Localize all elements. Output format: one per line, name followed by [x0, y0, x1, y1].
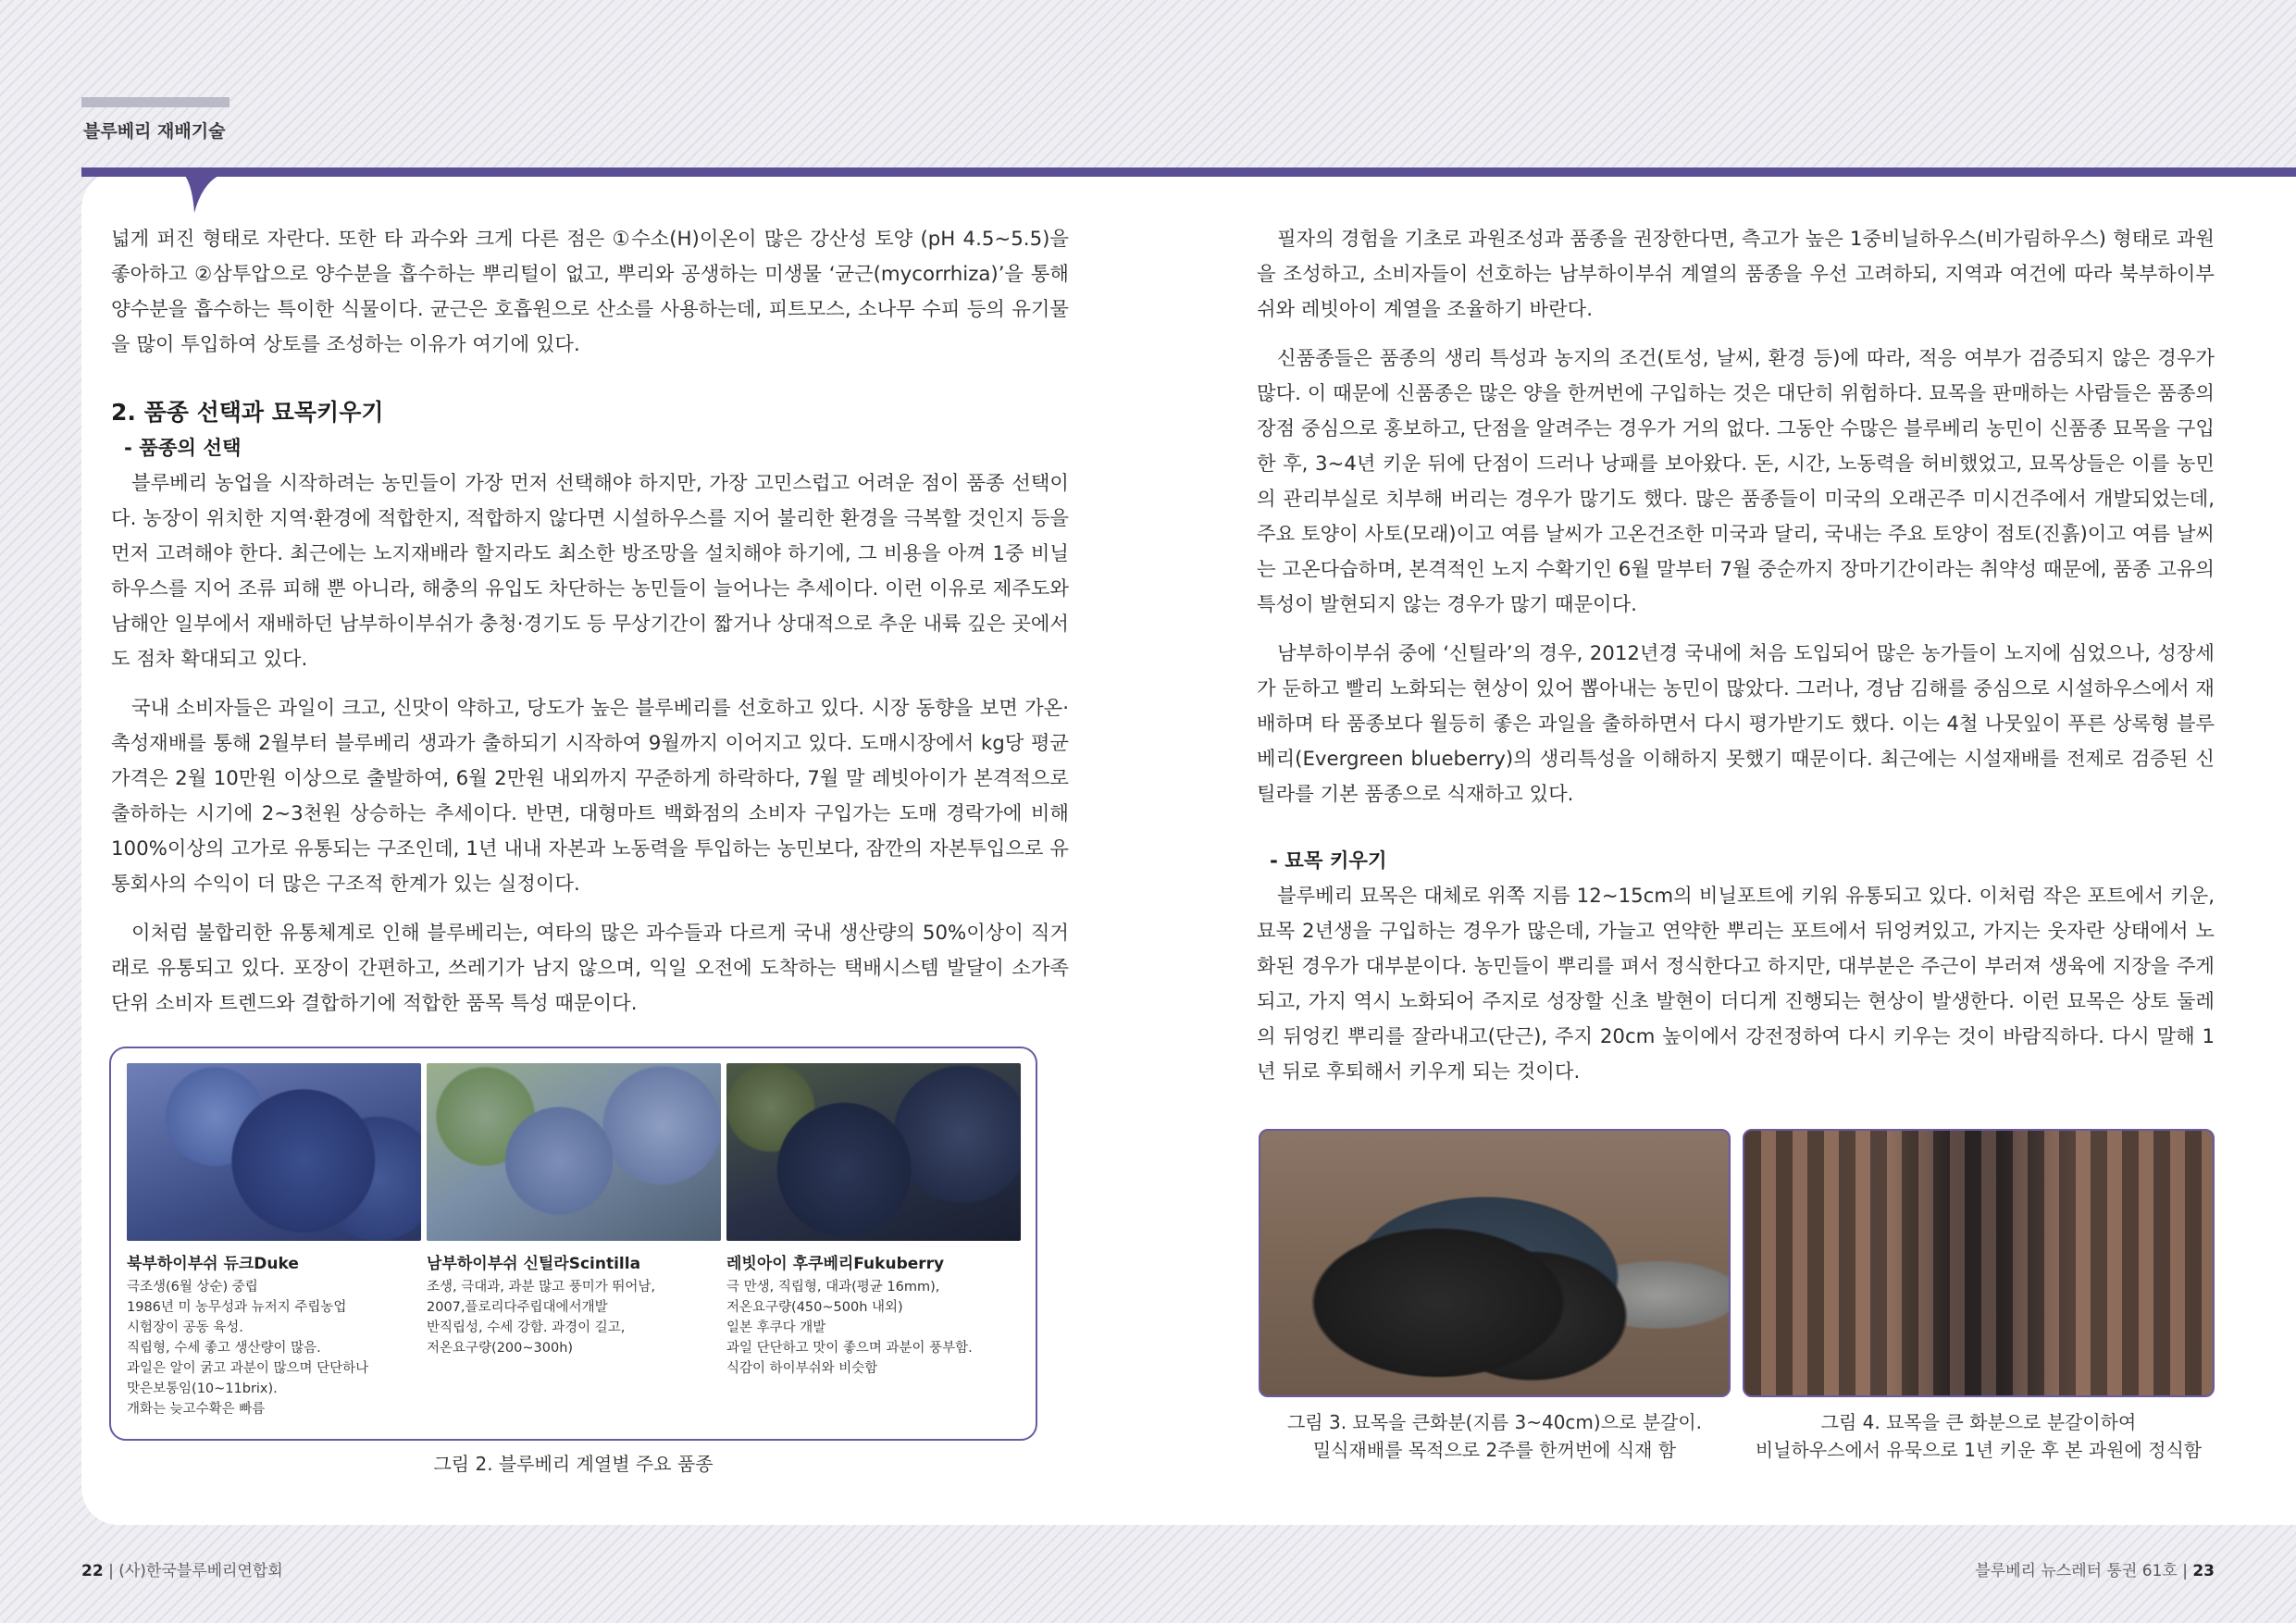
variety-fukuberry	[726, 1063, 1021, 1379]
body-paragraph: 신품종들은 품종의 생리 특성과 농지의 조건(토성, 날씨, 환경 등)에 따라, 적응 여부가 검증되지 않은 경우가 많다. 이 때문에 신품종은 많은 양을 한꺼번에 구입하는 것은 대단히 위험하다. 묘목을 판매하는 사람들은 품종의 장점 중심으로 홍보하고, 단점을 알려주는 경우가 거의 없다. 그동안 수많은 블루베리 농민이 신품종 묘목을 구입한 후, 3~4년 키운 뒤에 단점이 드러나 낭패를 보아왔다. 돈, 시간, 노동력을 허비했었고, 묘목상들은 이를 농민의 관리부실로 치부해 버리는 경우가 많기도 했다. 많은 품종들이 미국의 오래곤주 미시건주에서 개발되었는데, 주요 토양이 사토(모래)이고 여름 날씨가 고온건조한 미국과 달리, 국내는 주요 토양이 점토(진흙)이고 여름 날씨는 고온다습하며, 본격적인 노지 수확기인 6월 말부터 7월 중순까지 장마기간이라는 취약성 때문에, 품종 고유의 특성이 발현되지 않는 경우가 많기 때문이다.	[1257, 347, 2215, 616]
publication-name: 블루베리 뉴스레터 통권 61호	[1975, 1562, 2178, 1580]
seedling-pot-photo	[1259, 1129, 1731, 1397]
body-paragraph: 남부하이부쉬 중에 ‘신틸라’의 경우, 2012년경 국내에 처음 도입되어 많은 농가들이 노지에 심었으나, 성장세가 둔하고 빨리 노화되는 현상이 있어 뽑아내는 농민이 많았다. 그러나, 경남 김해를 중심으로 시설하우스에서 재배하며 타 품종보다 월등히 좋은 과일을 출하하면서 다시 평가받기도 했다. 이는 4철 나뭇잎이 푸른 상록형 블루베리(Evergreen blueberry)의 생리특성을 이해하지 못했기 때문이다. 최근에는 시설재배를 전제로 검증된 신틸라를 기본 품종으로 식재하고 있다.	[1257, 642, 2215, 806]
variety-duke	[127, 1063, 421, 1419]
variety-name: 남부하이부쉬 신틸라Scintilla	[427, 1255, 641, 1273]
left-column	[111, 222, 1069, 1022]
footer-separator: |	[108, 1562, 114, 1580]
header-accent-bar	[81, 97, 230, 107]
right-column	[1257, 222, 2215, 1090]
scintilla-blueberry-photo	[427, 1063, 721, 1241]
figure-2-caption: 그림 2. 블루베리 계열별 주요 품종	[433, 1453, 714, 1475]
body-paragraph: 이처럼 불합리한 유통체계로 인해 블루베리는, 여타의 많은 과수들과 다르게 국내 생산량의 50%이상이 직거래로 유통되고 있다. 포장이 간편하고, 쓰레기가 남지 않으며, 익일 오전에 도착하는 택배시스템 발달이 소가족 단위 소비자 트렌드와 결합하기에 적합한 품목 특성 때문이다.	[111, 922, 1069, 1015]
variety-description: 극 만생, 직립형, 대과(평균 16mm), 저온요구량(450~500h 내외) 일본 후쿠다 개발 과일 단단하고 맛이 좋으며 과분이 풍부함. 식감이 하이부쉬와 비슷함	[726, 1280, 973, 1376]
footer-right	[1975, 1557, 2215, 1580]
duke-blueberry-photo	[127, 1063, 421, 1241]
header-notch-shape	[185, 176, 218, 213]
body-paragraph: 블루베리 묘목은 대체로 위쪽 지름 12~15cm의 비닐포트에 키워 유통되고 있다. 이처럼 작은 포트에서 키운, 묘목 2년생을 구입하는 경우가 많은데, 가늘고 연약한 뿌리는 포트에서 뒤엉켜있고, 가지는 웃자란 상태에서 노화된 경우가 대부분이다. 농민들이 뿌리를 펴서 정식한다고 하지만, 대부분은 주근이 부러져 생육에 지장을 주게 되고, 가지 역시 노화되어 주지로 성장할 신초 발현이 더디게 진행되는 현상이 발생한다. 이런 묘목은 상토 둘레의 뒤엉킨 뿌리를 잘라내고(단근), 주지 20cm 높이에서 강전정하여 다시 키우는 것이 바람직하다. 다시 말해 1년 뒤로 후퇴해서 키우게 되는 것이다.	[1257, 885, 2215, 1084]
figure-2-box	[109, 1047, 1037, 1441]
fukuberry-blueberry-photo	[726, 1063, 1021, 1241]
page-number-right: 23	[2192, 1562, 2215, 1580]
body-paragraph: 국내 소비자들은 과일이 크고, 신맛이 약하고, 당도가 높은 블루베리를 선호하고 있다. 시장 동향을 보면 가온·촉성재배를 통해 2월부터 블루베리 생과가 출하되기 시작하여 9월까지 이어지고 있다. 도매시장에서 kg당 평균가격은 2월 10만원 이상으로 출발하여, 6월 2만원 내외까지 꾸준하게 하락하다, 7월 말 레빗아이가 본격적으로 출하하는 시기에 2~3천원 상승하는 추세이다. 반면, 대형마트 백화점의 소비자 구입가는 도매 경락가에 비해 100%이상의 고가로 유통되는 구조인데, 1년 내내 자본과 노동력을 투입하는 농민보다, 잠깐의 자본투입으로 유통회사의 수익이 더 많은 구조적 한계가 있는 실정이다.	[111, 697, 1069, 896]
variety-name: 북부하이부쉬 듀크Duke	[127, 1255, 299, 1273]
footer-left	[81, 1557, 283, 1580]
greenhouse-pots-photo	[1743, 1129, 2215, 1397]
variety-description: 조생, 극대과, 과분 많고 풍미가 뛰어남, 2007,플로리다주립대에서개발 반직립성, 수세 강함. 과경이 길고, 저온요구량(200~300h)	[427, 1280, 655, 1356]
header-band	[81, 167, 2296, 177]
publisher-name: (사)한국블루베리연합회	[118, 1562, 283, 1580]
variety-description: 극조생(6월 상순) 중립 1986년 미 농무성과 뉴저지 주립농업 시험장이 공동 육성. 직립형, 수세 좋고 생산량이 많음. 과일은 알이 굵고 과분이 많으며 단단하나 맛은보통임(10~11brix). 개화는 늦고수확은 빠름	[127, 1280, 369, 1417]
sub-heading: - 품종의 선택	[124, 437, 242, 460]
section-heading: 2. 품종 선택과 묘목키우기	[111, 399, 384, 426]
footer-separator: |	[2182, 1562, 2188, 1580]
body-paragraph: 블루베리 농업을 시작하려는 농민들이 가장 먼저 선택해야 하지만, 가장 고민스럽고 어려운 점이 품종 선택이다. 농장이 위치한 지역·환경에 적합한지, 적합하지 않다면 시설하우스를 지어 불리한 환경을 극복할 것인지 등을 먼저 고려해야 한다. 최근에는 노지재배라 할지라도 최소한 방조망을 설치해야 하기에, 그 비용을 아껴 1중 비닐하우스를 지어 조류 피해 뿐 아니라, 해충의 유입도 차단하는 농민들이 늘어나는 추세이다. 이런 이유로 제주도와 남해안 일부에서 재배하던 남부하이부쉬가 충청·경기도 등 무상기간이 짧거나 상대적으로 추운 내륙 깊은 곳에서도 점차 확대되고 있다.	[111, 472, 1069, 671]
body-paragraph: 넓게 퍼진 형태로 자란다. 또한 타 과수와 크게 다른 점은 ①수소(H)이온이 많은 강산성 토양 (pH 4.5~5.5)을 좋아하고 ②삼투압으로 양수분을 흡수하는 뿌리털이 없고, 뿌리와 공생하는 미생물 ‘균근(mycorrhiza)’을 통해 양수분을 흡수하는 특이한 식물이다. 균근은 호흡원으로 산소를 사용하는데, 피트모스, 소나무 수피 등의 유기물을 많이 투입하여 상토를 조성하는 이유가 여기에 있다.	[111, 228, 1069, 356]
figure-3-caption: 그림 3. 묘목을 큰화분(지름 3~40cm)으로 분갈이. 밀식재배를 목적으로 2주를 한꺼번에 식재 함	[1286, 1411, 1703, 1461]
page-number-left: 22	[81, 1562, 104, 1580]
variety-name: 레빗아이 후쿠베리Fukuberry	[726, 1255, 945, 1273]
sub-heading: - 묘목 키우기	[1270, 849, 1387, 873]
body-paragraph: 필자의 경험을 기초로 과원조성과 품종을 권장한다면, 측고가 높은 1중비닐하우스(비가림하우스) 형태로 과원을 조성하고, 소비자들이 선호하는 남부하이부쉬 계열의 품종을 우선 고려하되, 지역과 여건에 따라 북부하이부쉬와 레빗아이 계열을 조율하기 바란다.	[1257, 228, 2215, 321]
figure-4-caption: 그림 4. 묘목을 큰 화분으로 분갈이하여 비닐하우스에서 유묵으로 1년 키운 후 본 과원에 정식함	[1755, 1411, 2203, 1461]
variety-scintilla	[427, 1063, 721, 1358]
running-header-title: 블루베리 재배기술	[83, 121, 226, 142]
